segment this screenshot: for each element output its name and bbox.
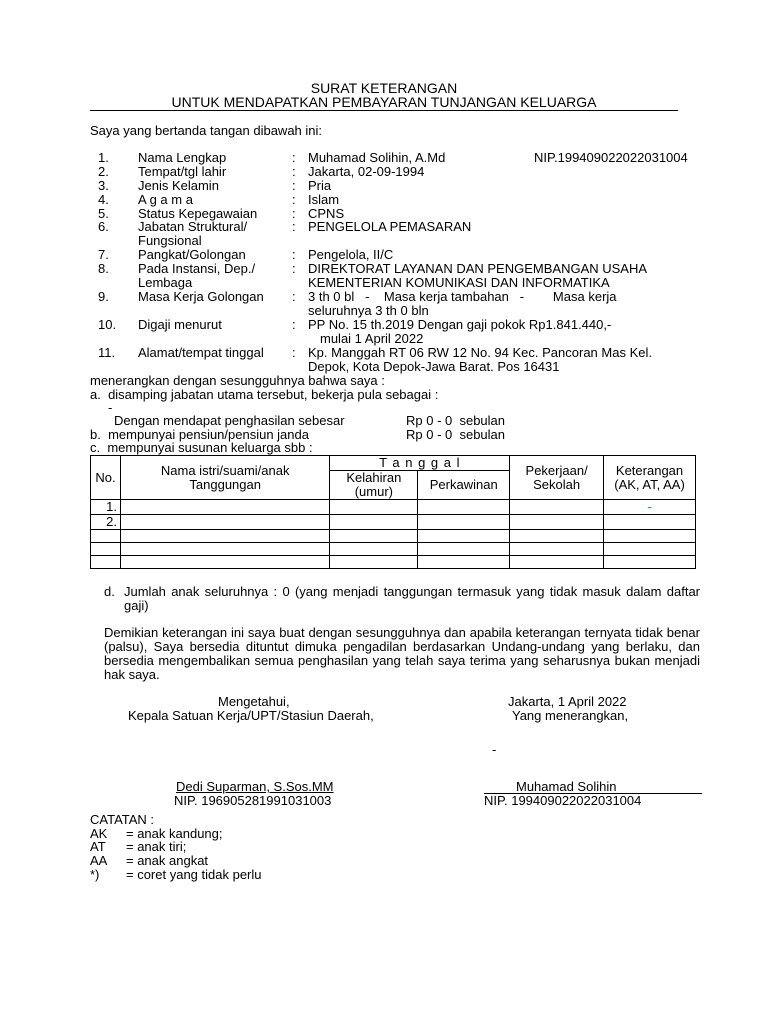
field-label: Masa Kerja Golongan bbox=[138, 289, 264, 304]
family-table bbox=[90, 455, 696, 569]
item-b: b. mempunyai pensiun/pensiun janda bbox=[90, 427, 309, 442]
table-row bbox=[91, 543, 696, 556]
col-kawin-header: Perkawinan bbox=[418, 471, 510, 500]
field-label: Tempat/tgl lahir bbox=[138, 164, 227, 179]
field-sep: : bbox=[292, 247, 296, 262]
signer-right-nip: NIP. 199409022022031004 bbox=[484, 793, 642, 808]
field-no: 7. bbox=[98, 247, 109, 262]
field-sep: : bbox=[292, 345, 296, 360]
field-label: Pangkat/Golongan bbox=[138, 247, 246, 262]
col-lahir-header: Kelahiran (umur) bbox=[330, 471, 418, 500]
title-underline bbox=[90, 110, 678, 111]
field-value-cont: Depok, Kota Depok-Jawa Barat. Pos 16431 bbox=[308, 359, 560, 374]
table-row: 1. - bbox=[91, 500, 696, 515]
field-label: A g a m a bbox=[138, 192, 193, 207]
sign-left-line1: Mengetahui, bbox=[218, 694, 290, 709]
field-value-cont: KEMENTERIAN KOMUNIKASI DAN INFORMATIKA bbox=[308, 275, 610, 290]
field-sep: : bbox=[292, 150, 296, 165]
field-value: DIREKTORAT LAYANAN DAN PENGEMBANGAN USAHA bbox=[308, 261, 648, 276]
field-label: Jenis Kelamin bbox=[138, 178, 219, 193]
field-sep: : bbox=[292, 178, 296, 193]
table-row bbox=[91, 530, 696, 543]
col-no-header: No. bbox=[91, 456, 121, 500]
field-value-cont: seluruhnya 3 th 0 bln bbox=[308, 303, 429, 318]
table-row: 2. bbox=[91, 515, 696, 530]
field-value: Kp. Manggah RT 06 RW 12 No. 94 Kec. Pancoran Mas Kel. bbox=[308, 345, 652, 360]
field-value: Pria bbox=[308, 178, 332, 193]
field-value: PP No. 15 th.2019 Dengan gaji pokok Rp1.841.440,- bbox=[308, 317, 612, 332]
pension-value: Rp 0 - 0 sebulan bbox=[406, 427, 506, 442]
notes-title: CATATAN : bbox=[90, 812, 155, 827]
document-subtitle: UNTUK MENDAPATKAN PEMBAYARAN TUNJANGAN KELUARGA bbox=[171, 94, 597, 110]
item-a-dash: - bbox=[108, 400, 113, 415]
sign-left-line2: Kepala Satuan Kerja/UPT/Stasiun Daerah, bbox=[128, 708, 374, 723]
field-value: Jakarta, 02-09-1994 bbox=[308, 164, 425, 179]
field-sep: : bbox=[292, 192, 296, 207]
field-label: Status Kepegawaian bbox=[138, 206, 258, 221]
note-code: AT bbox=[90, 839, 106, 854]
field-no: 8. bbox=[98, 261, 109, 276]
note-code: AK bbox=[90, 826, 108, 841]
field-sep: : bbox=[292, 164, 296, 179]
field-label: Nama Lengkap bbox=[138, 150, 227, 165]
field-no: 9. bbox=[98, 289, 109, 304]
signer-left-name: Dedi Suparman, S.Sos.MM bbox=[176, 779, 334, 794]
field-value: PENGELOLA PEMASARAN bbox=[308, 219, 472, 234]
closing-paragraph: Demikian keterangan ini saya buat dengan sesungguhnya dan apabila keterangan ternyata tidak benar (palsu), Saya bersedia dituntut dimuka pengadilan berdasarkan Undang-undang yang berlaku, dan bersedia mengembalikan semua penghasilan yang telah saya terima yang seharusnya bukan menjadi hak saya. bbox=[104, 625, 700, 682]
field-label-cont: Lembaga bbox=[138, 275, 193, 290]
note-desc: = anak angkat bbox=[126, 853, 209, 868]
col-tanggal-header: T a n g g a l bbox=[330, 456, 510, 471]
field-value: Islam bbox=[308, 192, 340, 207]
note-desc: = coret yang tidak perlu bbox=[126, 867, 262, 882]
field-no: 5. bbox=[98, 206, 109, 221]
declaration-line: menerangkan dengan sesungguhnya bahwa saya : bbox=[90, 373, 385, 388]
item-d-letter: d. bbox=[104, 584, 115, 599]
field-label-cont: Fungsional bbox=[138, 233, 202, 248]
income-label: Dengan mendapat penghasilan sebesar bbox=[114, 413, 345, 428]
note-code: AA bbox=[90, 853, 108, 868]
field-no: 1. bbox=[98, 150, 109, 165]
col-job-header: Pekerjaan/ Sekolah bbox=[510, 456, 604, 500]
field-sep: : bbox=[292, 261, 296, 276]
sign-right-line2: Yang menerangkan, bbox=[512, 708, 629, 723]
field-no: 3. bbox=[98, 178, 109, 193]
field-no: 2. bbox=[98, 164, 109, 179]
note-desc: = anak tiri; bbox=[126, 839, 187, 854]
col-ket-header: Keterangan (AK, AT, AA) bbox=[604, 456, 696, 500]
field-value: Muhamad Solihin, A.Md bbox=[308, 150, 446, 165]
field-value-cont: mulai 1 April 2022 bbox=[320, 331, 424, 346]
note-desc: = anak kandung; bbox=[126, 826, 223, 841]
col-name-header: Nama istri/suami/anak Tanggungan bbox=[120, 456, 329, 500]
document-title: SURAT KETERANGAN bbox=[310, 80, 458, 96]
field-sep: : bbox=[292, 206, 296, 221]
sign-date: Jakarta, 1 April 2022 bbox=[508, 694, 627, 709]
intro-text: Saya yang bertanda tangan dibawah ini: bbox=[90, 123, 323, 138]
field-label: Pada Instansi, Dep./ bbox=[138, 261, 256, 276]
item-d-text: Jumlah anak seluruhnya : 0 (yang menjadi tanggungan termasuk yang tidak masuk dalam daftar gaji) bbox=[124, 584, 700, 613]
field-label: Alamat/tempat tinggal bbox=[138, 345, 264, 360]
item-a: a. disamping jabatan utama tersebut, bekerja pula sebagai : bbox=[90, 387, 439, 402]
note-code: *) bbox=[90, 867, 100, 882]
field-label: Digaji menurut bbox=[138, 317, 222, 332]
field-no: 11. bbox=[98, 345, 116, 360]
field-value: 3 th 0 bl - Masa kerja tambahan - Masa kerja bbox=[308, 289, 617, 304]
item-c: c. mempunyai susunan keluarga sbb : bbox=[90, 440, 313, 455]
field-sep: : bbox=[292, 289, 296, 304]
field-label: Jabatan Struktural/ bbox=[138, 219, 248, 234]
field-sep: : bbox=[292, 317, 296, 332]
field-value: CPNS bbox=[308, 206, 345, 221]
field-no: 4. bbox=[98, 192, 109, 207]
field-nip: NIP.199409022022031004 bbox=[534, 150, 688, 165]
income-value: Rp 0 - 0 sebulan bbox=[406, 413, 506, 428]
field-no: 6. bbox=[98, 219, 109, 234]
field-sep: : bbox=[292, 219, 296, 234]
field-no: 10. bbox=[98, 317, 117, 332]
sign-right-dash: - bbox=[492, 742, 497, 757]
field-value: Pengelola, II/C bbox=[308, 247, 394, 262]
signer-right-name: Muhamad Solihin bbox=[516, 779, 617, 794]
signer-left-nip: NIP. 196905281991031003 bbox=[174, 793, 332, 808]
table-row bbox=[91, 556, 696, 569]
